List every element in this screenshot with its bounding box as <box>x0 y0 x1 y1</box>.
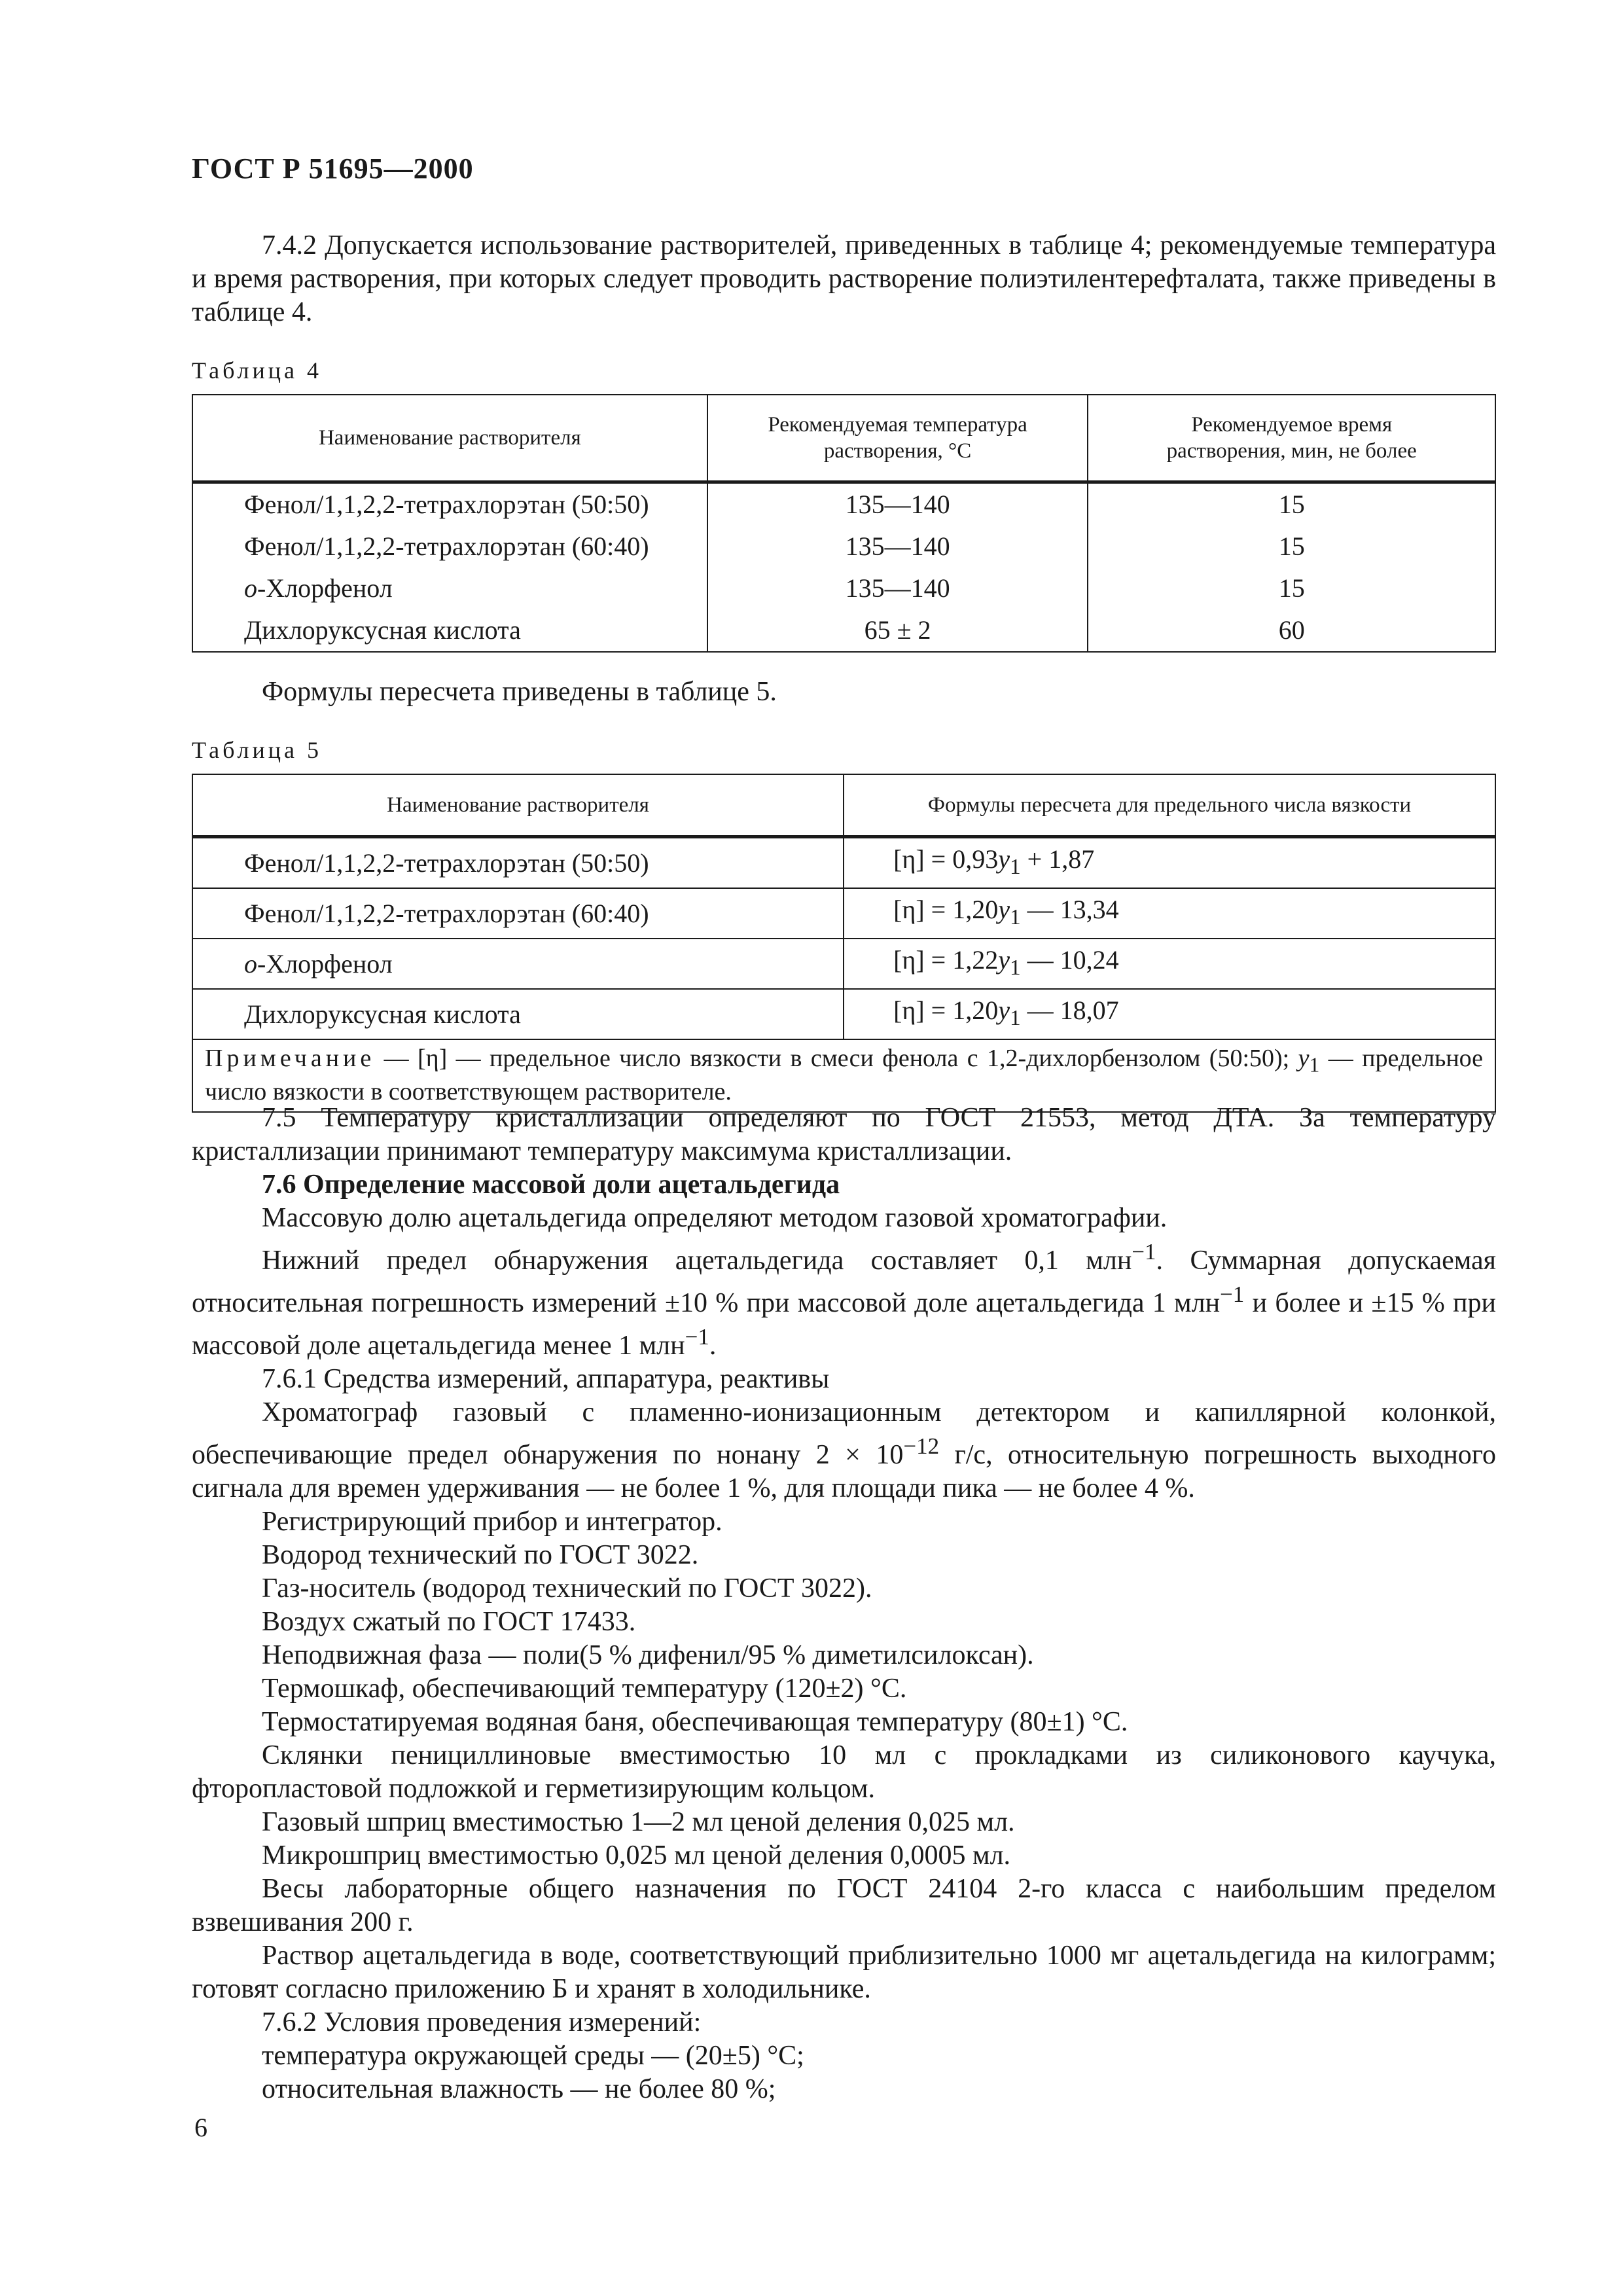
paragraph-7-4-2: 7.4.2 Допускается использование растворителей, приведенных в таблице 4; рекомендуемые температура и время растворения, при которых следует проводить растворение полиэтилентерефталата, также приведены в таблице 4. <box>192 230 1496 327</box>
note-label: Примечание <box>205 1045 376 1072</box>
solvent-cell: Дихлоруксусная кислота <box>192 609 707 652</box>
paragraph-7-6-2: 7.6.2 Условия проведения измерений: <box>262 2007 702 2037</box>
paragraph-chromatograph: Хроматограф газовый с пламенно-ионизационным детектором и капиллярной колонкой, обеспечивающие предел обнаружения по нонану $2 \times 10^{-12}$ г/с, относительную погрешность выходного сигнала для времен удерживания — не более 1 %, для площади пика — не более 4 %. <box>192 1397 1496 1503</box>
paragraph-solution: Раствор ацетальдегида в воде, соответствующий приблизительно 1000 мг ацетальдегида на килограмм; готовят согласно приложению Б и хранят в холодильнике. <box>192 1941 1496 2004</box>
main-text-block <box>192 1102 1496 2106</box>
table-row <box>192 609 1495 652</box>
equipment-item: Воздух сжатый по ГОСТ 17433. <box>262 1607 636 1637</box>
time-cell: 15 <box>1088 526 1495 567</box>
solvent-cell: Фенол/1,1,2,2-тетрахлорэтан (60:40) <box>244 531 649 561</box>
paragraph-syringe: Газовый шприц вместимостью 1—2 мл ценой деления 0,025 мл. <box>262 1807 1015 1837</box>
table-4-caption: Таблица 4 <box>192 357 322 384</box>
temperature-cell: 135—140 <box>707 526 1088 567</box>
table-note-row <box>192 1039 1495 1112</box>
table-5-caption: Таблица 5 <box>192 737 322 763</box>
condition-item: относительная влажность — не более 80 %; <box>262 2074 776 2104</box>
paragraph-microsyringe: Микрошприц вместимостью 0,025 мл ценой деления 0,0005 мл. <box>262 1840 1011 1871</box>
table-row <box>192 482 1495 526</box>
time-cell: 15 <box>1088 482 1495 526</box>
equipment-item: Газ-носитель (водород технический по ГОСТ 3022). <box>262 1573 872 1604</box>
page-number: 6 <box>194 2113 207 2142</box>
solvent-cell: Дихлоруксусная кислота <box>192 989 844 1039</box>
table-row <box>192 939 1495 989</box>
table-row <box>192 989 1495 1039</box>
paragraph-scales: Весы лабораторные общего назначения по ГОСТ 24104 2-го класса с наибольшим пределом взвешивания 200 г. <box>192 1874 1496 1937</box>
paragraph-7-6-1: 7.6.1 Средства измерений, аппаратура, реактивы <box>262 1364 830 1394</box>
solvent-cell: Фенол/1,1,2,2-тетрахлорэтан (50:50) <box>244 490 649 519</box>
table-header-row <box>192 774 1495 837</box>
table-row <box>192 567 1495 609</box>
section-7-4-2 <box>192 229 1496 329</box>
paragraph-vials: Склянки пенициллиновые вместимостью 10 мл с прокладками из силиконового каучука, фторопластовой подложкой и герметизирующим кольцом. <box>192 1740 1496 1804</box>
formula-cell: $[\eta] = 1,20y_1$ — 13,34 <box>844 888 1495 939</box>
temperature-cell: 65 ± 2 <box>707 609 1088 652</box>
table-5 <box>192 774 1496 1113</box>
table-row <box>192 526 1495 567</box>
formula-cell: $[\eta] = 0,93y_1 + 1,87$ <box>844 837 1495 889</box>
equipment-item: Термостатируемая водяная баня, обеспечивающая температуру (80±1) °С. <box>262 1707 1128 1737</box>
column-header-solvent: Наименование растворителя <box>192 774 844 837</box>
time-cell: 60 <box>1088 609 1495 652</box>
formula-cell: $[\eta] = 1,20y_1$ — 18,07 <box>844 989 1495 1039</box>
column-header-formula: Формулы пересчета для предельного числа вязкости <box>844 774 1495 837</box>
table-row <box>192 837 1495 889</box>
solvent-cell: о-Хлорфенол <box>244 573 393 603</box>
condition-item: температура окружающей среды — (20±5) °С; <box>262 2041 804 2071</box>
formulas-intro: Формулы пересчета приведены в таблице 5. <box>262 677 777 707</box>
paragraph-detection-limit: Нижний предел обнаружения ацетальдегида составляет 0,1 млн$^{-1}$. Суммарная допускаемая относительная погрешность измерений ±10 % при массовой доле ацетальдегида 1 млн$^{-1}$ и более и ±15 % при массовой доле ацетальдегида менее 1 млн$^{-1}$. <box>192 1239 1496 1361</box>
equipment-item: Неподвижная фаза — поли(5 % дифенил/95 % диметилсилоксан). <box>262 1640 1034 1670</box>
temperature-cell: 135—140 <box>707 482 1088 526</box>
formulas-intro-block <box>192 675 1496 709</box>
time-cell: 15 <box>1088 567 1495 609</box>
paragraph: Массовую долю ацетальдегида определяют методом газовой хроматографии. <box>262 1203 1168 1233</box>
column-header-time: Рекомендуемое время растворения, мин, не более <box>1088 395 1495 482</box>
column-header-solvent: Наименование растворителя <box>192 395 707 482</box>
solvent-cell: Фенол/1,1,2,2-тетрахлорэтан (60:40) <box>192 888 844 939</box>
equipment-item: Регистрирующий прибор и интегратор. <box>262 1507 722 1537</box>
column-header-temperature: Рекомендуемая температура растворения, °С <box>707 395 1088 482</box>
paragraph-7-5: 7.5 Температуру кристаллизации определяют по ГОСТ 21553, метод ДТА. За температуру кристаллизации принимают температуру максимума кристаллизации. <box>192 1103 1496 1166</box>
equipment-item: Водород технический по ГОСТ 3022. <box>262 1540 699 1570</box>
standard-header: ГОСТ Р 51695—2000 <box>192 152 474 185</box>
temperature-cell: 135—140 <box>707 567 1088 609</box>
equipment-item: Термошкаф, обеспечивающий температуру (120±2) °С. <box>262 1674 907 1704</box>
solvent-cell: о-Хлорфенол <box>192 939 844 989</box>
table-row <box>192 888 1495 939</box>
formula-cell: $[\eta] = 1,22y_1$ — 10,24 <box>844 939 1495 989</box>
table-note: Примечание — [η] — предельное число вязкости в смеси фенола с 1,2-дихлорбензолом (50:50); $y_1$ — предельное число вязкости в соответствующем растворителе. <box>192 1039 1495 1112</box>
solvent-cell: Фенол/1,1,2,2-тетрахлорэтан (50:50) <box>192 837 844 889</box>
section-heading-7-6: 7.6 Определение массовой доли ацетальдегида <box>262 1170 840 1200</box>
table-4 <box>192 394 1496 653</box>
table-header-row <box>192 395 1495 482</box>
